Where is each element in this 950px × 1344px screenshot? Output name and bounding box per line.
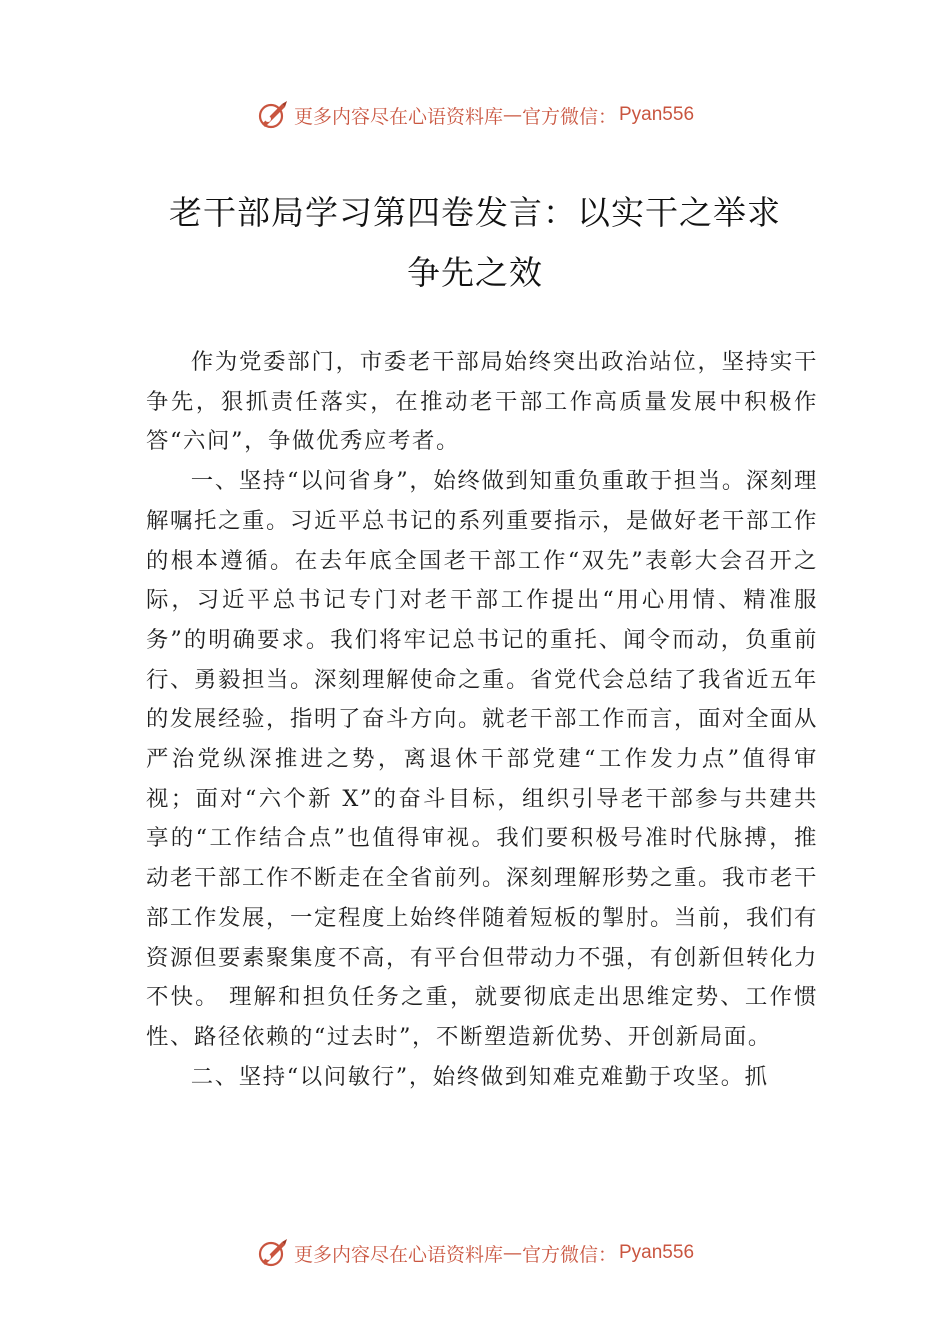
pen-logo-icon	[256, 98, 290, 132]
banner-wechat-id: Pyan556	[619, 1242, 695, 1263]
paragraph-section-two: 二、坚持“以问敏行”，始终做到知难克难勤于攻坚。抓	[190, 1063, 769, 1090]
title-line-1: 老干部局学习第四卷发言：以实干之举求	[169, 193, 781, 232]
banner-separator: —	[502, 104, 522, 126]
title-line-2: 争先之效	[407, 253, 543, 292]
banner-wechat-label: 官方微信：	[521, 1243, 617, 1266]
banner-text: 更多内容尽在心语资料库	[293, 1243, 503, 1266]
paragraph-intro: 作为党委部门，市委老干部局始终突出政治站位，坚持实干争先，狠抓责任落实，在推动老干部工作高质量发展中积极作答“六问”，争做优秀应考者。	[146, 349, 818, 455]
document-title	[120, 183, 830, 303]
pen-logo-icon	[256, 1236, 290, 1270]
banner-wechat-id: Pyan556	[619, 104, 695, 125]
banner-wechat-label: 官方微信：	[521, 105, 617, 128]
banner-separator: —	[502, 1242, 522, 1264]
paragraph-section-one: 一、坚持“以问省身”，始终做到知重负重敢于担当。深刻理解嘱托之重。习近平总书记的系列重要指示，是做好老干部工作的根本遵循。在去年底全国老干部工作“双先”表彰大会召开之际，习近平总书记专门对老干部工作提出“用心用情、精准服务”的明确要求。我们将牢记总书记的重托、闻令而动，负重前行、勇毅担当。深刻理解使命之重。省党代会总结了我省近五年的发展经验，指明了奋斗方向。就老干部工作而言，面对全面从严治党纵深推进之势，离退休干部党建“工作发力点”值得审视；面对“六个新 X”的奋斗目标，组织引导老干部参与共建共享的“工作结合点”也值得审视。我们要积极号准时代脉搏，推动老干部工作不断走在全省前列。深刻理解形势之重。我市老干部工作发展，一定程度上始终伴随着短板的掣肘。当前，我们有资源但要素聚集度不高，有平台但带动力不强，有创新但转化力不快。 理解和担负任务之重，就要彻底走出思维定势、工作惯性、路径依赖的“过去时”，不断塑造新优势、开创新局面。	[146, 468, 818, 1050]
banner-text: 更多内容尽在心语资料库	[293, 105, 503, 128]
footer-watermark-banner	[0, 1233, 950, 1273]
header-watermark-banner	[0, 95, 950, 135]
article-body	[146, 343, 818, 1097]
